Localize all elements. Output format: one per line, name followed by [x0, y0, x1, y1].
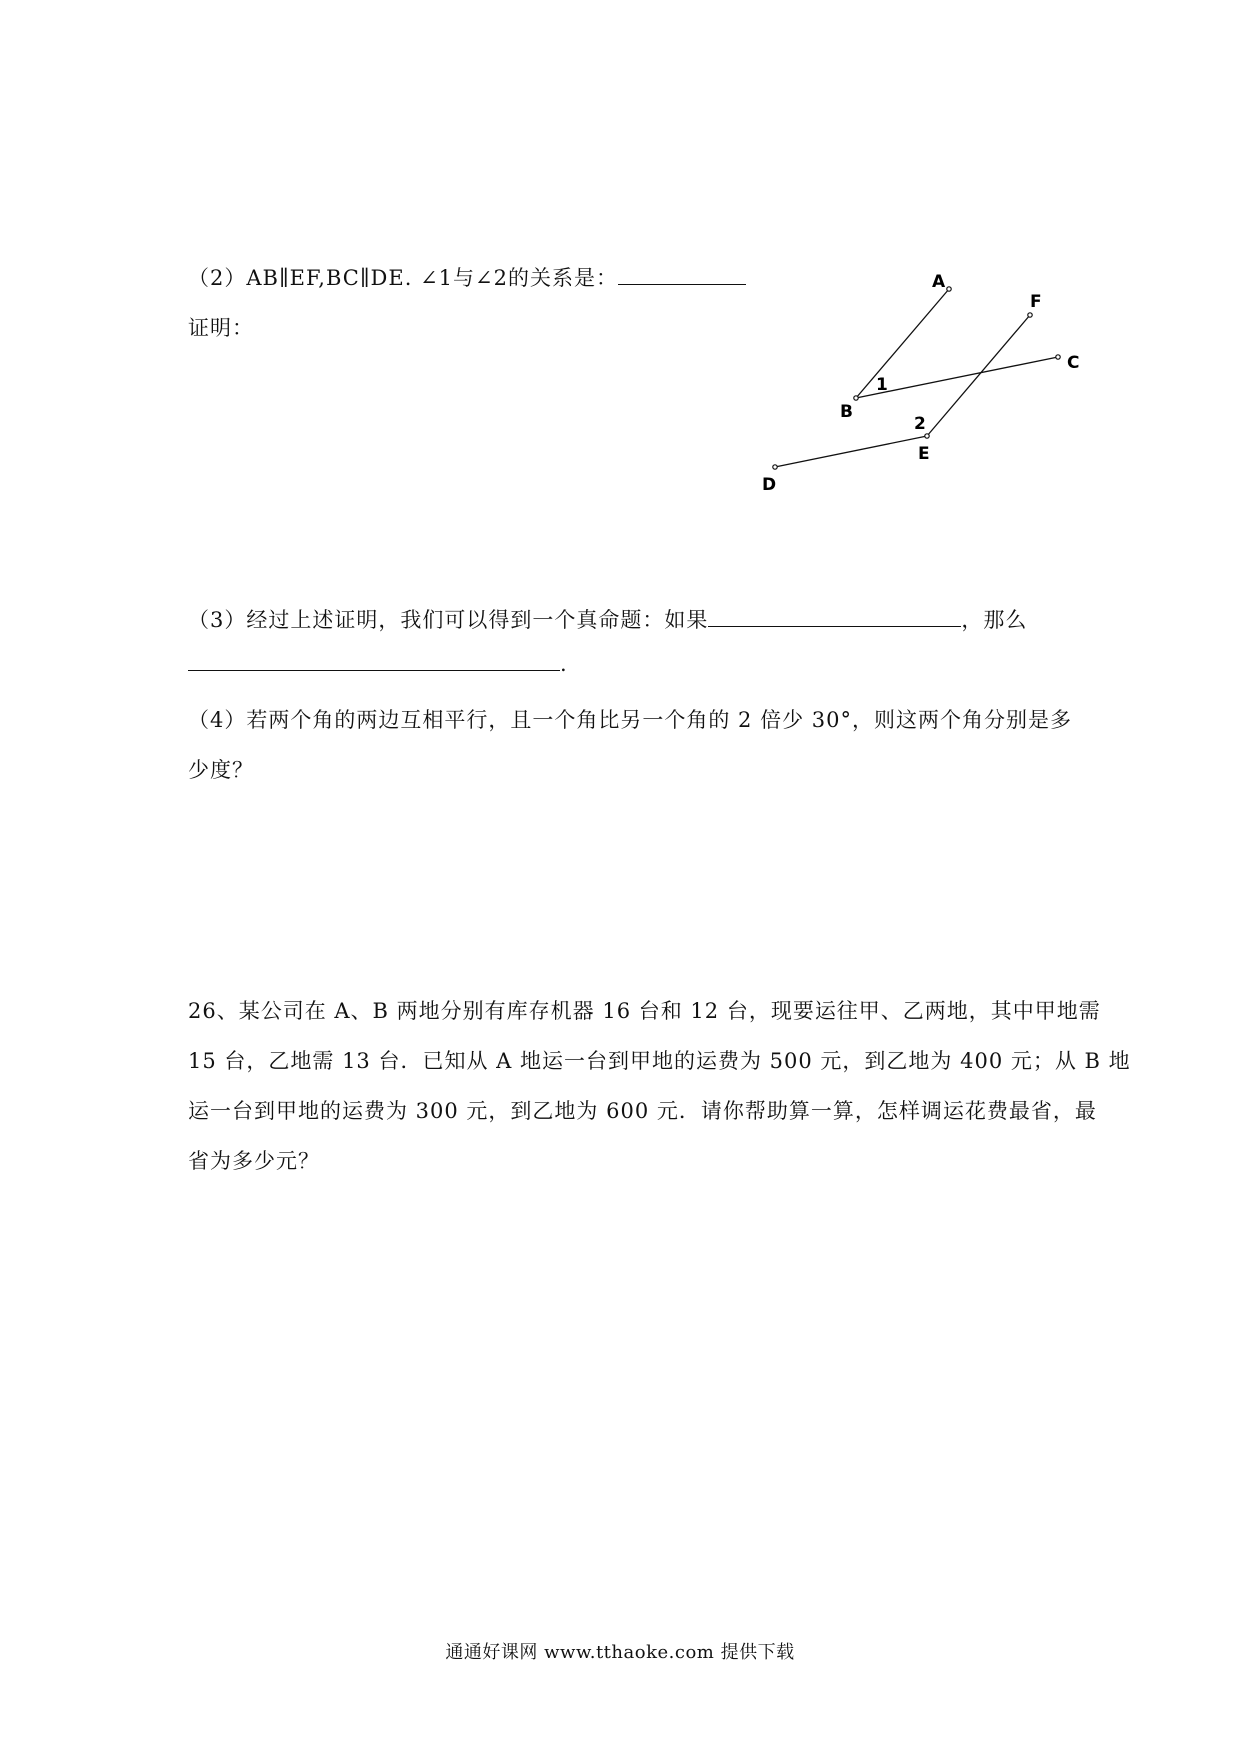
q3-line-2	[188, 652, 568, 676]
q2-prefix: （2）AB∥EF,BC∥DE. ∠1与∠2的关系是：	[188, 266, 618, 290]
q26-line-2: 15 台，乙地需 13 台．已知从 A 地运一台到甲地的运费为 500 元，到乙地为 400 元；从 B 地	[188, 1049, 1131, 1073]
q4-line-1: （4）若两个角的两边互相平行，且一个角比另一个角的 2 倍少 30°，则这两个角分别是多	[188, 708, 1072, 732]
label-e: E	[918, 444, 930, 464]
label-b: B	[840, 402, 853, 422]
segment-fe	[927, 315, 1030, 436]
q3-line-1	[188, 604, 1027, 634]
label-c: C	[1067, 353, 1080, 373]
label-a: A	[932, 272, 946, 292]
q3-period: .	[560, 652, 568, 676]
point-b	[854, 396, 858, 400]
q3-if-blank[interactable]	[708, 626, 961, 627]
q3-then-blank[interactable]	[188, 670, 560, 671]
proof-label: 证明：	[188, 316, 254, 340]
angle-label-2: 2	[914, 414, 926, 434]
angle-label-1: 1	[876, 375, 888, 395]
figure-points	[773, 287, 1060, 469]
figure-lines	[775, 289, 1058, 467]
segment-ed	[775, 436, 927, 467]
q3-then: ，那么	[961, 608, 1028, 632]
point-f	[1028, 313, 1032, 317]
point-d	[773, 465, 777, 469]
q26-line-3: 运一台到甲地的运费为 300 元，到乙地为 600 元．请你帮助算一算，怎样调运花费最省，最	[188, 1099, 1097, 1123]
point-e	[925, 434, 929, 438]
q4-line-2: 少度？	[188, 758, 254, 782]
point-a	[947, 287, 951, 291]
label-d: D	[762, 475, 777, 495]
geometry-figure	[0, 0, 1240, 560]
q26-line-1: 26、某公司在 A、B 两地分别有库存机器 16 台和 12 台，现要运往甲、乙两地，其中甲地需	[188, 999, 1101, 1023]
label-f: F	[1030, 292, 1042, 312]
q3-prefix: （3）经过上述证明，我们可以得到一个真命题：如果	[188, 608, 709, 632]
q26-line-4: 省为多少元？	[188, 1149, 320, 1173]
page-footer: 通通好课网 www.tthaoke.com 提供下载	[445, 1642, 795, 1663]
point-c	[1056, 355, 1060, 359]
